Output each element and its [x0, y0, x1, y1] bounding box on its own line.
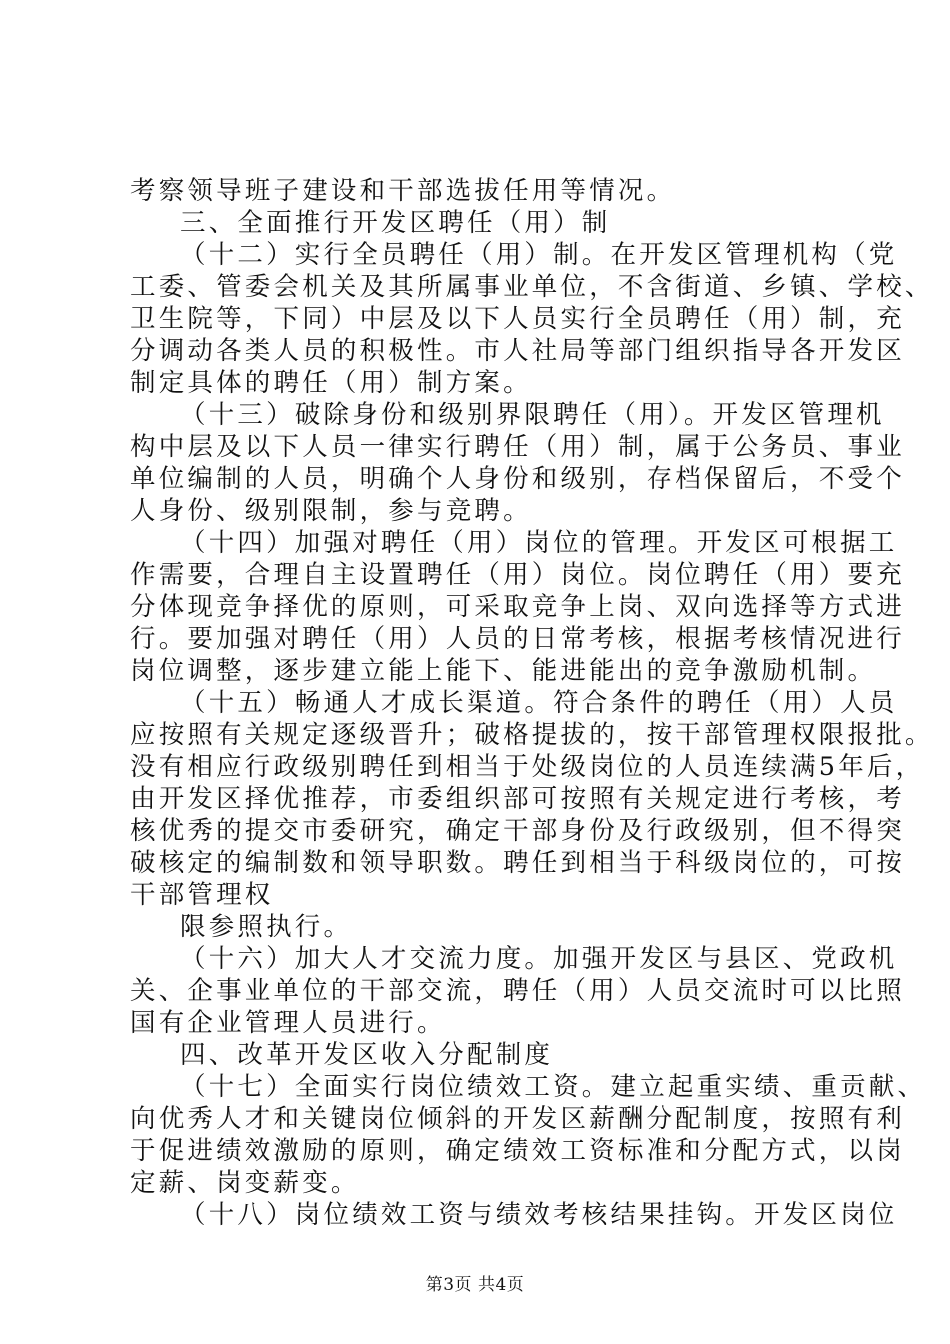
text-line: 分调动各类人员的积极性。市人社局等部门组织指导各开发区: [130, 336, 905, 366]
text-line: 于促进绩效激励的原则，确定绩效工资标准和分配方式，以岗: [130, 1136, 905, 1166]
paragraph-start: （十三）破除身份和级别界限聘任（用）。开发区管理机: [180, 400, 885, 430]
text-line: 国有企业管理人员进行。: [130, 1008, 446, 1038]
text-line: 作需要，合理自主设置聘任（用）岗位。岗位聘任（用）要充: [130, 560, 905, 590]
paragraph-start: （十七）全面实行岗位绩效工资。建立起重实绩、重贡献、: [180, 1072, 927, 1102]
paragraph-start: （十五）畅通人才成长渠道。符合条件的聘任（用）人员: [180, 688, 898, 718]
text-line: 分体现竞争择优的原则，可采取竞争上岗、双向选择等方式进: [130, 592, 905, 622]
text-line: 人身份、级别限制，参与竞聘。: [130, 496, 532, 526]
text-line: 定薪、岗变薪变。: [130, 1168, 360, 1198]
text-line: 构中层及以下人员一律实行聘任（用）制，属于公务员、事业: [130, 432, 905, 462]
text-line: 岗位调整，逐步建立能上能下、能进能出的竞争激励机制。: [130, 656, 877, 686]
text-line: 关、企事业单位的干部交流，聘任（用）人员交流时可以比照: [130, 976, 905, 1006]
text-line: 制定具体的聘任（用）制方案。: [130, 368, 532, 398]
text-line: 核优秀的提交市委研究，确定干部身份及行政级别，但不得突: [130, 816, 905, 846]
paragraph-start: （十二）实行全员聘任（用）制。在开发区管理机构（党: [180, 240, 898, 270]
page-footer: 第3页 共4页: [425, 1275, 525, 1295]
section-heading: 三、全面推行开发区聘任（用）制: [180, 208, 611, 238]
text-line: 卫生院等，下同）中层及以下人员实行全员聘任（用）制，充: [130, 304, 905, 334]
text-line: 由开发区择优推荐，市委组织部可按照有关规定进行考核，考: [130, 784, 905, 814]
paragraph-start: （十八）岗位绩效工资与绩效考核结果挂钩。开发区岗位: [180, 1200, 898, 1230]
text-line: 向优秀人才和关键岗位倾斜的开发区薪酬分配制度，按照有利: [130, 1104, 905, 1134]
text-line: 干部管理权: [130, 880, 274, 910]
text-line: 破核定的编制数和领导职数。聘任到相当于科级岗位的，可按: [130, 848, 905, 878]
text-line: 考察领导班子建设和干部选拔任用等情况。: [130, 176, 676, 206]
section-heading: 四、改革开发区收入分配制度: [180, 1040, 554, 1070]
text-line: 行。要加强对聘任（用）人员的日常考核，根据考核情况进行: [130, 624, 905, 654]
text-line: 应按照有关规定逐级晋升；破格提拔的，按干部管理权限报批。: [130, 720, 934, 750]
paragraph-start: （十六）加大人才交流力度。加强开发区与县区、党政机: [180, 944, 898, 974]
text-line: 工委、管委会机关及其所属事业单位，不含街道、乡镇、学校、: [130, 272, 934, 302]
text-line: 限参照执行。: [180, 912, 353, 942]
text-line: 单位编制的人员，明确个人身份和级别，存档保留后，不受个: [130, 464, 905, 494]
text-line: 没有相应行政级别聘任到相当于处级岗位的人员连续满5年后，: [130, 752, 925, 782]
paragraph-start: （十四）加强对聘任（用）岗位的管理。开发区可根据工: [180, 528, 898, 558]
